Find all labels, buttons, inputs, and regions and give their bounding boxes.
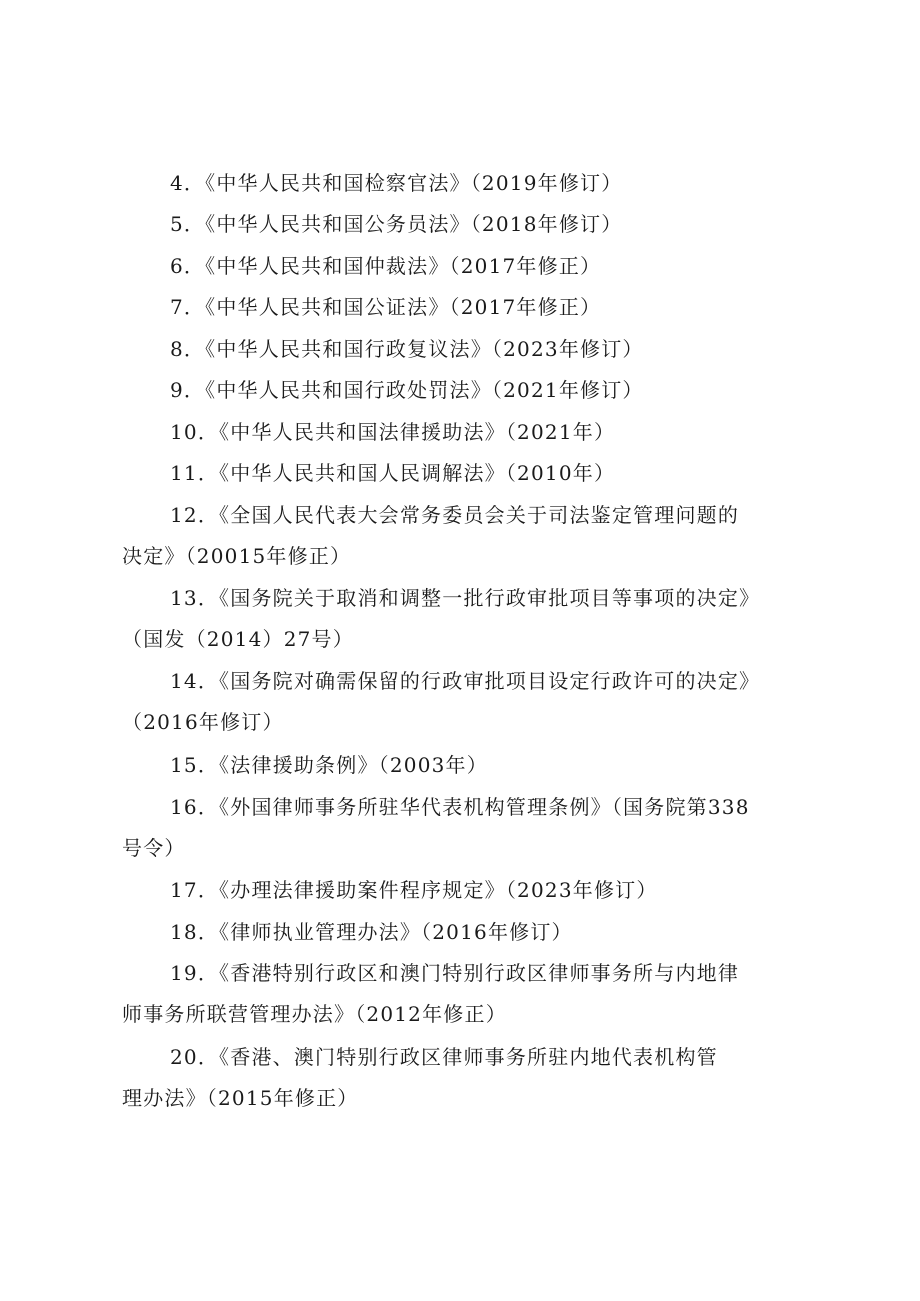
item-text: 15．《法律援助条例》（2003年）: [170, 753, 488, 777]
item-text-continued: 理办法》（2015年修正）: [122, 1086, 359, 1110]
item-text: 16．《外国律师事务所驻华代表机构管理条例》（国务院第338: [170, 795, 750, 819]
list-item: [122, 329, 812, 370]
item-text: 8．《中华人民共和国行政复议法》（2023年修订）: [170, 337, 644, 361]
item-text: 7．《中华人民共和国公证法》（2017年修正）: [170, 295, 602, 319]
item-text: 11．《中华人民共和国人民调解法》（2010年）: [170, 461, 616, 485]
item-text: 17．《办理法律援助案件程序规定》（2023年修订）: [170, 878, 658, 902]
item-text: 14．《国务院对确需保留的行政审批项目设定行政许可的决定》: [170, 669, 761, 693]
item-text: 13．《国务院关于取消和调整一批行政审批项目等事项的决定》: [170, 586, 761, 610]
list-item: [122, 870, 812, 911]
item-text: 6．《中华人民共和国仲裁法》（2017年修正）: [170, 254, 602, 278]
item-text: 19．《香港特别行政区和澳门特别行政区律师事务所与内地律: [170, 961, 740, 985]
item-text: 4．《中华人民共和国检察官法》（2019年修订）: [170, 171, 623, 195]
item-text: 18．《律师执业管理办法》（2016年修订）: [170, 920, 573, 944]
item-text-continued: 决定》（20015年修正）: [122, 544, 352, 568]
list-item: [122, 453, 812, 494]
item-text-continued: 师事务所联营管理办法》（2012年修正）: [122, 1002, 507, 1026]
list-item: [122, 578, 812, 660]
list-item: [122, 787, 812, 869]
item-text: 12．《全国人民代表大会常务委员会关于司法鉴定管理问题的: [170, 503, 740, 527]
list-item: [122, 745, 812, 786]
list-item: [122, 163, 812, 204]
list-item: [122, 912, 812, 953]
list-item: [122, 661, 812, 743]
list-item: [122, 1037, 812, 1119]
item-text: 9．《中华人民共和国行政处罚法》（2021年修订）: [170, 378, 644, 402]
list-item: [122, 246, 812, 287]
list-item: [122, 204, 812, 245]
list-item: [122, 287, 812, 328]
item-text-continued: 号令）: [122, 836, 186, 860]
list-item: [122, 953, 812, 1035]
item-text: 10．《中华人民共和国法律援助法》（2021年）: [170, 420, 616, 444]
list-item: [122, 370, 812, 411]
item-text-continued: （国发（2014）27号）: [122, 627, 354, 651]
item-text-continued: （2016年修订）: [122, 710, 284, 734]
item-text: 20．《香港、澳门特别行政区律师事务所驻内地代表机构管: [170, 1045, 718, 1069]
list-item: [122, 495, 812, 577]
list-item: [122, 412, 812, 453]
item-text: 5．《中华人民共和国公务员法》（2018年修订）: [170, 212, 623, 236]
